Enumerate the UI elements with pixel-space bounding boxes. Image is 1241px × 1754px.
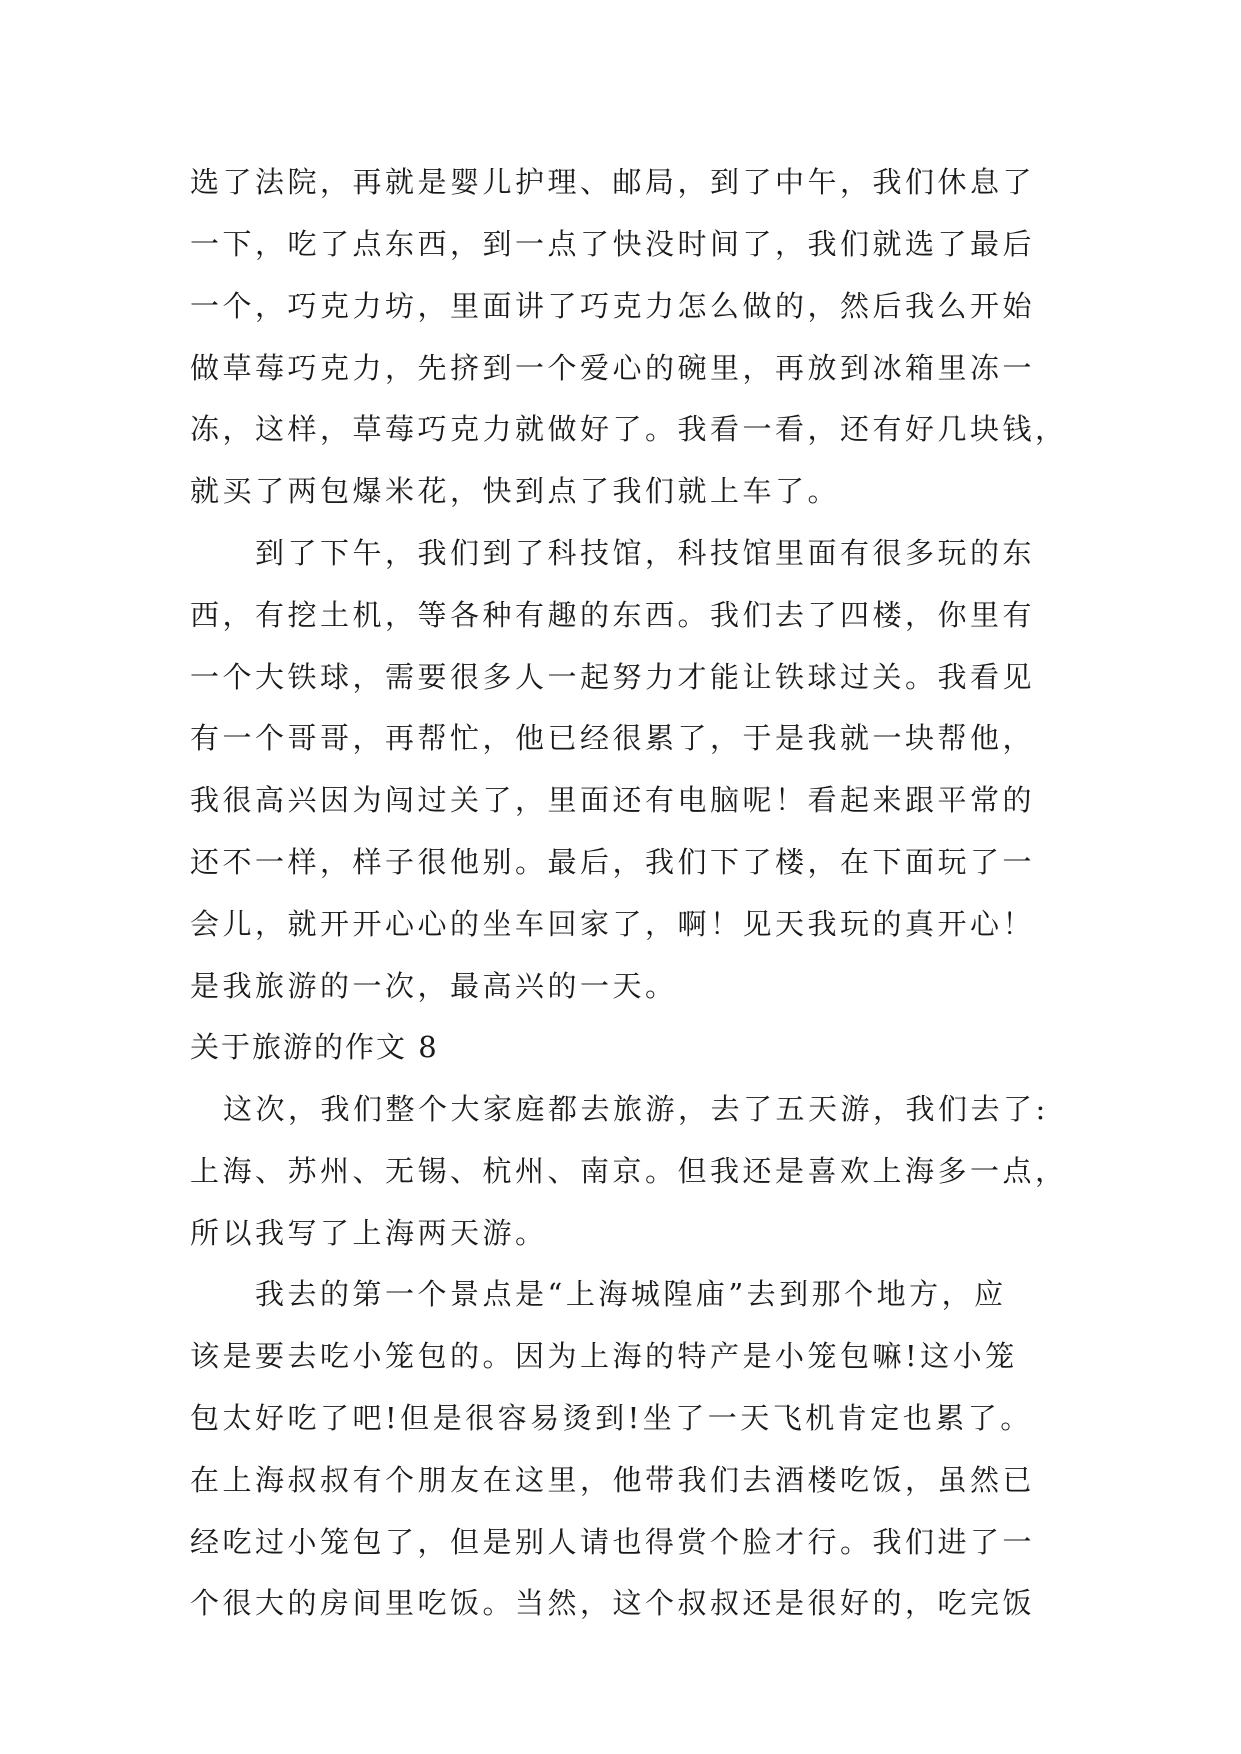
text-line: 是我旅游的一次，最高兴的一天。 — [190, 969, 678, 1003]
text-line: 包太好吃了吧!但是很容易烫到!坐了一天飞机肯定也累了。 — [190, 1401, 1033, 1435]
text-line: 有一个哥哥，再帮忙，他已经很累了，于是我就一块帮他， — [190, 721, 1036, 755]
text-line: 经吃过小笼包了，但是别人请也得赏个脸才行。我们进了一 — [190, 1525, 1036, 1559]
text-line: 冻，这样，草莓巧克力就做好了。我看一看，还有好几块钱， — [190, 412, 1068, 446]
text-line: 一个大铁球，需要很多人一起努力才能让铁球过关。我看见 — [190, 660, 1036, 694]
text-line: 到了下午，我们到了科技馆，科技馆里面有很多玩的东 — [255, 536, 1036, 570]
text-line: 所以我写了上海两天游。 — [190, 1216, 548, 1250]
text-line: 做草莓巧克力，先挤到一个爱心的碗里，再放到冰箱里冻一 — [190, 351, 1036, 385]
section-heading: 关于旅游的作文 8 — [190, 1030, 439, 1064]
text-line: 还不一样，样子很他别。最后，我们下了楼，在下面玩了一 — [190, 845, 1036, 879]
text-line: 我去的第一个景点是“上海城隍庙”去到那个地方，应 — [255, 1277, 1007, 1311]
text-line: 该是要去吃小笼包的。因为上海的特产是小笼包嘛!这小笼 — [190, 1339, 1018, 1373]
text-line: 在上海叔叔有个朋友在这里，他带我们去酒楼吃饭，虽然已 — [190, 1463, 1036, 1497]
text-line: 上海、苏州、无锡、杭州、南京。但我还是喜欢上海多一点， — [190, 1154, 1068, 1188]
text-line: 一个，巧克力坊，里面讲了巧克力怎么做的，然后我么开始 — [190, 289, 1036, 323]
text-line: 西，有挖土机，等各种有趣的东西。我们去了四楼，你里有 — [190, 598, 1036, 632]
text-line: 我很高兴因为闯过关了，里面还有电脑呢！看起来跟平常的 — [190, 783, 1036, 817]
text-line: 选了法院，再就是婴儿护理、邮局，到了中午，我们休息了 — [190, 165, 1036, 199]
text-line: 这次，我们整个大家庭都去旅游，去了五天游，我们去了: — [223, 1092, 1049, 1126]
text-line: 就买了两包爆米花，快到点了我们就上车了。 — [190, 474, 841, 508]
text-line: 个很大的房间里吃饭。当然，这个叔叔还是很好的，吃完饭 — [190, 1586, 1036, 1620]
text-line: 一下，吃了点东西，到一点了快没时间了，我们就选了最后 — [190, 227, 1036, 261]
text-line: 会儿，就开开心心的坐车回家了，啊！见天我玩的真开心！ — [190, 907, 1036, 941]
